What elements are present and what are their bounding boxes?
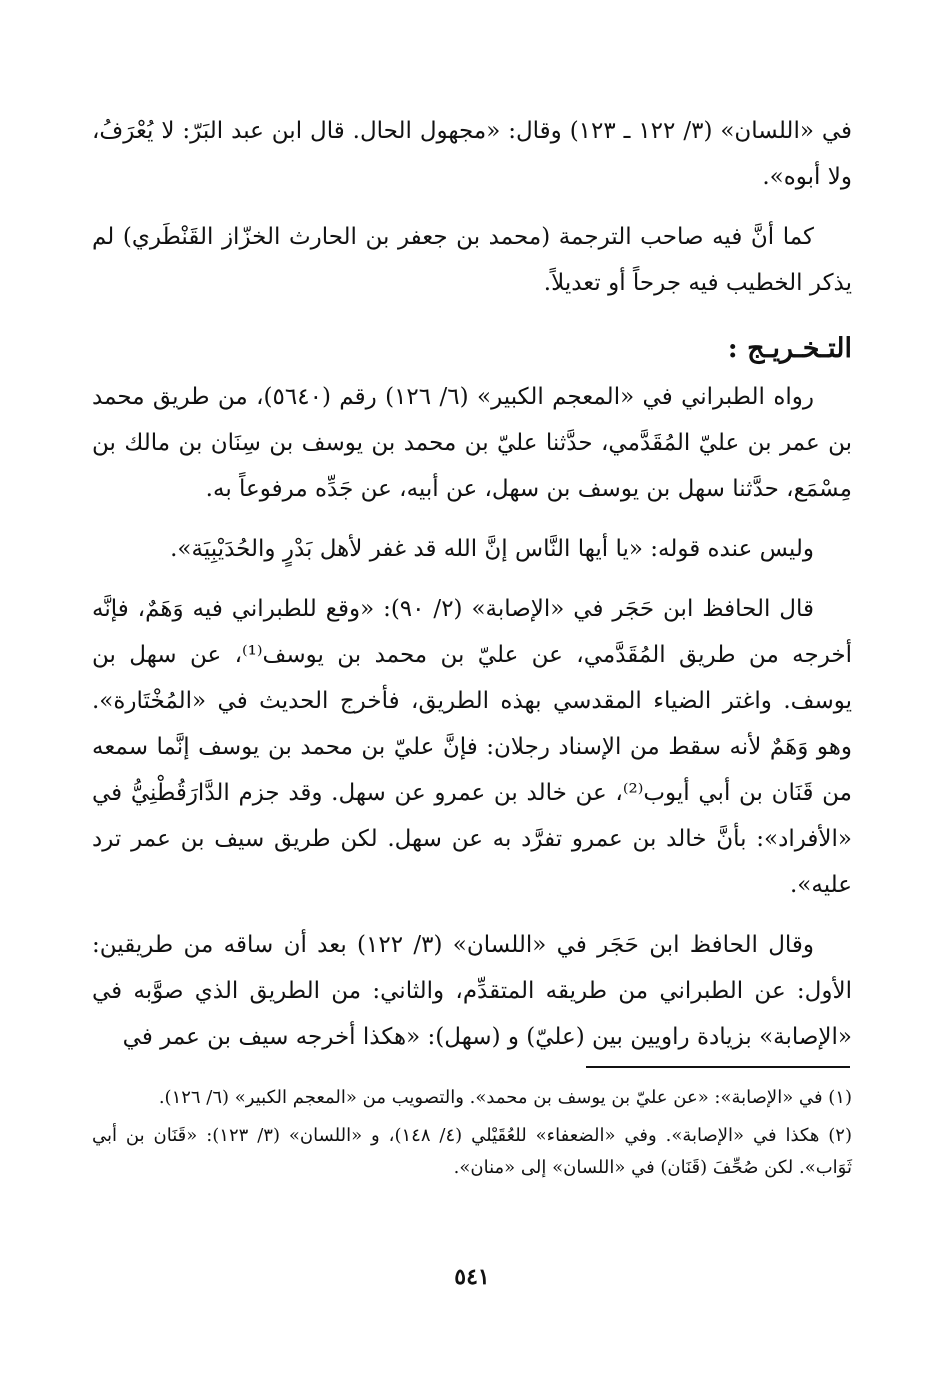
- paragraph-lisan-quote: وقال الحافظ ابن حَجَر في «اللسان» (٣/ ١٢٢) بعد أن ساقه من طريقين: الأول: عن الطبراني من طريقه المتقدِّم، والثاني: من الطريق الذي صوَّبه في «الإصابة» بزيادة راويين بين (عليّ) و (سهل): «هكذا أخرجه سيف بن عمر في: [92, 932, 852, 1050]
- page-number: ٥٤١: [454, 1264, 490, 1290]
- paragraph-tabarani-narration: رواه الطبراني في «المعجم الكبير» (٦/ ١٢٦) رقم (٥٦٤٠)، من طريق محمد بن عمر بن عليّ المُقَدَّمي، حدَّثنا عليّ بن محمد بن يوسف بن سِنَان بن مالك بن مِسْمَع، حدَّثنا سهل بن يوسف بن سهل، عن أبيه، عن جَدِّه مرفوعاً به.: [92, 384, 852, 502]
- paragraph-lisan-citation: في «اللسان» (٣/ ١٢٢ ـ ١٢٣) وقال: «مجهول الحال. قال ابن عبد البَرّ: لا يُعْرَفُ، ولا أبوه».: [92, 118, 852, 190]
- footnote-1: (١) في «الإصابة»: «عن عليّ بن يوسف بن محمد». والتصويب من «المعجم الكبير» (٦/ ١٢٦).: [158, 1087, 852, 1108]
- footnote-divider: [586, 1066, 850, 1068]
- main-text: [92, 108, 852, 1060]
- paragraph-tarjama-note: كما أنَّ فيه صاحب الترجمة (محمد بن جعفر بن الحارث الخزّاز القَنْطَري) لم يذكر الخطيب فيه جرحاً أو تعديلاً.: [92, 224, 852, 296]
- footnotes: [92, 1082, 852, 1190]
- paragraph-missing-wording: وليس عنده قوله: «يا أيها النَّاس إنَّ الله قد غفر لأهل بَدْرٍ والحُدَيْبِيَة».: [170, 536, 814, 562]
- footnote-2: (٢) هكذا في «الإصابة». وفي «الضعفاء» للعُقَيْلي (٤/ ١٤٨)، و «اللسان» (٣/ ١٢٣): «قَنَان بن أبي ثَوَاب». لكن صُحِّفَ (قَنَان) في «اللسان» إلى «منان».: [92, 1125, 852, 1178]
- section-heading-takhrij: التـخـريـج :: [727, 333, 852, 364]
- paragraph-isaba-quote: قال الحافظ ابن حَجَر في «الإصابة» (٢/ ٩٠): «وقع للطبراني فيه وَهَمٌ، فإنَّه أخرجه من طريق المُقَدَّمي، عن عليّ بن محمد بن يوسف⁽¹⁾، عن سهل بن يوسف. واغتر الضياء المقدسي بهذه الطريق، فأخرج الحديث في «المُخْتَارة». وهو وَهَمٌ لأنه سقط من الإسناد رجلان: فإنَّ عليّ بن محمد بن يوسف إنَّما سمعه من قَنَان بن أبي أيوب⁽²⁾، عن خالد بن عمرو عن سهل. وقد جزم الدَّارَقُطْنِيُّ في «الأفراد»: بأنَّ خالد بن عمرو تفرَّد به عن سهل. لكن طريق سيف بن عمر ترد عليه».: [92, 596, 852, 898]
